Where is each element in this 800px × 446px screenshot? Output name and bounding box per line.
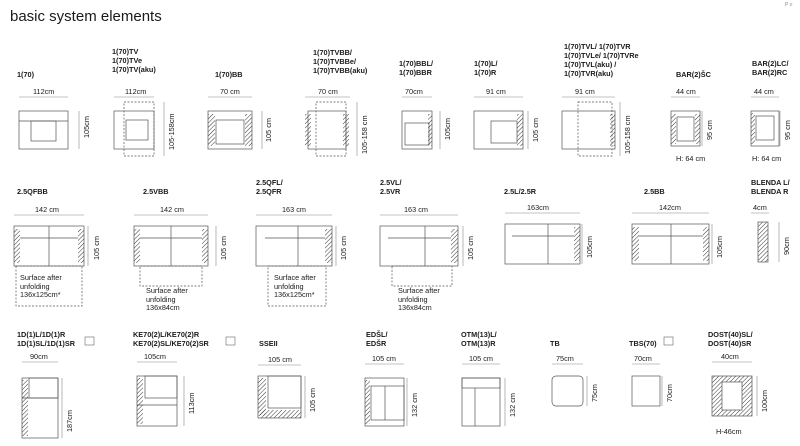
info-icon (85, 337, 94, 345)
item-height-2-5qfl: 105 cm (339, 236, 348, 260)
item-height-2-5qfbb: 105 cm (92, 236, 101, 260)
item-height-1d: 187cm (65, 410, 74, 432)
plan-2-5l (505, 224, 580, 264)
info-icon (226, 337, 235, 345)
item-height-2-5vl: 105 cm (466, 236, 475, 260)
item-height-2-5bb: 105cm (715, 236, 724, 258)
item-height-dost40: 100cm (760, 390, 769, 412)
item-extra-bar2sc: H: 64 cm (676, 154, 706, 163)
item-label-1d: 1D(1)L/1D(1)R 1D(1)SL/1D(1)SR (17, 330, 75, 348)
item-height-1-70-bb: 105 cm (264, 118, 273, 142)
item-width-1-70-tvbb: 70 cm (318, 87, 338, 96)
item-width-bar2sc: 44 cm (676, 87, 696, 96)
item-width-2-5qfbb: 142 cm (35, 205, 59, 214)
item-width-otm13: 105 cm (469, 354, 493, 363)
plan-2-5bb (632, 224, 709, 264)
item-height-bar2lc: 95 cm (783, 120, 792, 140)
item-width-1-70-bb: 70 cm (220, 87, 240, 96)
item-extra-bar2lc: H: 64 cm (752, 154, 782, 163)
plan-1-70 (19, 111, 68, 149)
item-height-edsl: 132 cm (410, 393, 419, 417)
item-height-otm13: 132 cm (508, 393, 517, 417)
item-height-1-70-l: 105 cm (531, 118, 540, 142)
item-height-tb: 75cm (590, 384, 599, 402)
item-extra-dost40: H-46cm (716, 427, 742, 436)
item-label-bar2lc: BAR(2)LC/ BAR(2)RC (752, 59, 789, 77)
item-width-dost40: 40cm (721, 352, 739, 361)
item-label-1-70-l: 1(70)L/ 1(70)R (474, 59, 498, 77)
plan-blenda (758, 222, 768, 262)
item-label-sseii: SSEII (259, 339, 278, 348)
item-width-edsl: 105 cm (372, 354, 396, 363)
item-height-sseii: 105 cm (308, 388, 317, 412)
item-width-1-70-l: 91 cm (486, 87, 506, 96)
item-note-2-5qfl: Surface after unfolding 136x125cm* (274, 273, 316, 299)
item-width-2-5qfl: 163 cm (282, 205, 306, 214)
item-label-bar2sc: BAR(2)ŠC (676, 70, 711, 79)
item-width-tbs70: 70cm (634, 354, 652, 363)
item-width-tb: 75cm (556, 354, 574, 363)
plan-sseii (258, 376, 301, 418)
item-label-2-5vl: 2.5VL/ 2.5VR (380, 178, 402, 196)
item-label-1-70-bbl: 1(70)BBL/ 1(70)BBR (399, 59, 434, 77)
item-label-2-5bb: 2.5BB (644, 187, 665, 196)
item-label-tbs70: TBS(70) (629, 339, 657, 348)
plan-bar2sc (671, 111, 700, 146)
item-label-1-70: 1(70) (17, 70, 35, 79)
plan-2-5vl (380, 226, 458, 286)
item-width-2-5vl: 163 cm (404, 205, 428, 214)
item-height-tbs70: 70cm (665, 384, 674, 402)
item-height-ke70: 113cm (187, 392, 196, 414)
item-width-1-70-tvl: 91 cm (575, 87, 595, 96)
item-label-1-70-bb: 1(70)BB (215, 70, 243, 79)
plan-edsl (365, 378, 404, 426)
item-label-1-70-tvbb: 1(70)TVBB/ 1(70)TVBBe/ 1(70)TVBB(aku) (313, 48, 368, 75)
item-label-edsl: EDŠL/ EDŠR (366, 330, 388, 348)
item-label-blenda: BLENDA L/ BLENDA R (751, 178, 790, 196)
item-height-1-70-tvbb: 105-158 cm (360, 115, 369, 154)
item-label-dost40: DOST(40)SL/ DOST(40)SR (708, 330, 753, 348)
item-note-2-5vl: Surface after unfolding 136x84cm (398, 286, 440, 312)
plan-1-70-tv (114, 102, 154, 156)
item-height-bar2sc: 95 cm (705, 120, 714, 140)
item-note-2-5vbb: Surface after unfolding 136x84cm (146, 286, 188, 312)
item-width-2-5bb: 142cm (659, 203, 681, 212)
item-width-sseii: 105 cm (268, 355, 292, 364)
plan-dost40 (712, 376, 752, 416)
item-width-1-70-bbl: 70cm (405, 87, 423, 96)
item-label-ke70: KE70(2)L/KE70(2)R KE70(2)SL/KE70(2)SR (133, 330, 209, 348)
item-note-2-5qfbb: Surface after unfolding 136x125cm* (20, 273, 62, 299)
corner-mark: P ≡ (785, 2, 793, 8)
plan-1-70-l (474, 111, 523, 149)
plan-1-70-bb (208, 111, 252, 149)
item-label-2-5vbb: 2.5VBB (143, 187, 169, 196)
plan-1-70-tvl (562, 102, 615, 156)
plan-1-70-bbl (402, 111, 432, 149)
item-height-1-70: 105cm (82, 116, 91, 138)
plan-otm13 (462, 378, 500, 426)
plan-1-70-tvbb (305, 102, 349, 156)
item-label-tb: TB (550, 339, 560, 348)
plan-tb (552, 376, 583, 406)
item-height-1-70-bbl: 105cm (443, 118, 452, 140)
plan-bar2lc (751, 111, 779, 146)
item-height-2-5l: 105cm (585, 236, 594, 258)
item-width-1-70-tv: 112cm (125, 87, 147, 96)
item-width-2-5vbb: 142 cm (160, 205, 184, 214)
item-label-1-70-tvl: 1(70)TVL/ 1(70)TVR 1(70)TVLe/ 1(70)TVRe 1(70)TVL(aku) / 1(70)TVR(aku) (564, 42, 639, 78)
item-width-1-70: 112cm (33, 87, 55, 96)
plan-1d (22, 378, 58, 438)
item-width-bar2lc: 44 cm (754, 87, 774, 96)
item-height-blenda: 90cm (782, 237, 791, 255)
item-label-2-5qfl: 2.5QFL/ 2.5QFR (256, 178, 283, 196)
item-label-otm13: OTM(13)L/ OTM(13)R (461, 330, 497, 348)
item-height-1-70-tvl: 105-158 cm (623, 115, 632, 154)
plan-2-5vbb (134, 226, 208, 286)
item-label-2-5qfbb: 2.5QFBB (17, 187, 48, 196)
item-width-ke70: 105cm (144, 352, 166, 361)
item-width-blenda: 4cm (753, 203, 767, 212)
item-height-2-5vbb: 105 cm (219, 236, 228, 260)
item-height-1-70-tv: 105-158cm (167, 113, 176, 150)
item-label-2-5l: 2.5L/2.5R (504, 187, 537, 196)
page-title: basic system elements (10, 8, 162, 25)
plan-tbs70 (632, 376, 660, 406)
item-width-1d: 90cm (30, 352, 48, 361)
item-width-2-5l: 163cm (527, 203, 549, 212)
info-icon (664, 337, 673, 345)
plan-ke70 (137, 376, 177, 426)
item-label-1-70-tv: 1(70)TV 1(70)TVe 1(70)TV(aku) (112, 47, 156, 74)
